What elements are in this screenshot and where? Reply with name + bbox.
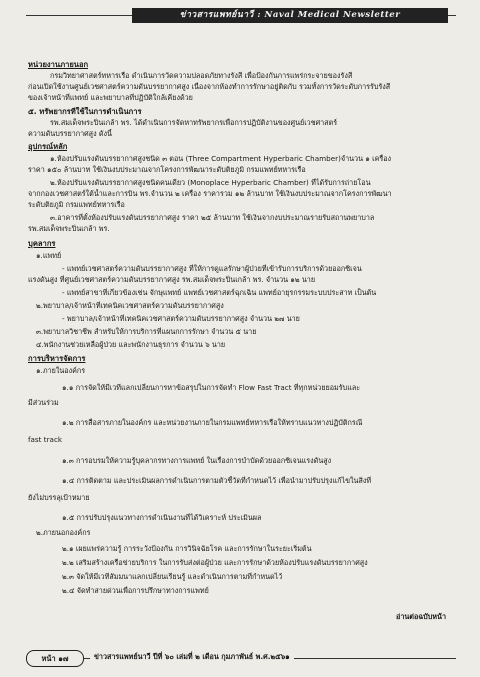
text-line: ๒.ห้องปรับแรงดันบรรยากาศสูงชนิดคนเดียว (Monoplace Hyperbaric Chamber) ที่ได้รับการถ่ายโอน <box>50 178 371 187</box>
text-line: ๑.๒ การสื่อสารภายในองค์กร และหน่วยงานภายในกรมแพทย์ทหารเรือให้ทราบแนวทางปฏิบัติกรณี <box>62 418 363 427</box>
equipment-heading: อุปกรณ์หลัก <box>28 142 68 151</box>
text-line: ๓.อาคารที่ตั้งห้องปรับแรงดันบรรยากาศสูง ราคา ๒๕ ล้านบาท ใช้เงินจากงบประมาณรายรับสถานพยาบาล <box>50 213 375 222</box>
text-line: ๒.พยาบาล/เจ้าหน้าที่เทคนิคเวชศาสตร์ความดันบรรยากาศสูง <box>36 301 224 310</box>
text-line: ๑.ห้องปรับแรงดันบรรยากาศสูงชนิด ๓ ตอน (Three Compartment Hyperbaric Chamber)จำนวน ๑ เครื่อง <box>50 154 392 163</box>
page-number-badge: หน้า ๑๗ <box>26 650 84 667</box>
text-line: จากกองเวชศาสตร์ใต้น้ำและการบิน พร.จำนวน ๒ เครื่อง ราคารวม ๑๒ ล้านบาท ใช้เงินงบประมาณจากโครงการพัฒนา <box>28 189 392 198</box>
text-line: มีส่วนร่วม <box>28 398 59 407</box>
text-line: ก่อนเปิดใช้งานศูนย์เวชศาสตร์ความดันบรรยากาศสูง เนื่องจากห้องทำการรักษาอยู่ติดกับ รวมทั้งการวัดระดับการรับรังสี <box>28 82 391 91</box>
text-line: แรงดันสูง ที่ศูนย์เวชศาสตร์ความดันบรรยากาศสูง รพ.สมเด็จพระปิ่นเกล้า พร. จำนวน ๑๒ นาย <box>28 275 316 284</box>
text-line: ๒.๒ เสริมสร้างเครือข่ายบริการ ในการรับส่งต่อผู้ป่วย และการรักษาด้วยห้องปรับแรงดันบรรยากาศสูง <box>62 558 368 567</box>
text-line: ระดับติยภูมิ กรมแพทย์ทหารเรือ <box>28 200 125 209</box>
text-line: - แพทย์สาขาที่เกี่ยวข้องเช่น จักษุแพทย์ แพทย์เวชศาสตร์ฉุกเฉิน แพทย์อายุรกรรมระบบประสาท เป็นต้น <box>62 288 377 297</box>
text-line: รพ.สมเด็จพระปิ่นเกล้า พร. ได้ดำเนินการจัดหาทรัพยากรเพื่อการปฏิบัติงานของศูนย์เวชศาสตร์ <box>50 118 338 127</box>
personnel-heading: บุคลากร <box>28 239 56 248</box>
text-line: ๑.๔ การติดตาม และประเมินผลการดำเนินการตามตัวชี้วัดที่กำหนดไว้ เพื่อนำมาปรับปรุงแก้ไขในสิ่งที่ <box>62 476 372 485</box>
text-line: ๒.๔ จัดทำสายด่วนเพื่อการปรึกษาทางการแพทย์ <box>62 586 209 595</box>
text-line: - พยาบาล/เจ้าหน้าที่เทคนิคเวชศาสตร์ความดันบรรยากาศสูง จำนวน ๒๗ นาย <box>62 314 300 323</box>
text-line: fast track <box>28 435 63 444</box>
header-title: ข่าวสารแพทย์นาวี : Naval Medical Newsletter <box>132 8 448 23</box>
text-line: ๑.๑ การจัดให้มีเวทีแลกเปลี่ยนการหาข้อสรุปในการจัดทำ Flow Fast Tract ที่ทุกหน่วยยอมรับและ <box>62 383 361 392</box>
resources-heading: ๕. ทรัพยากรที่ใช้ในการดำเนินการ <box>28 107 142 116</box>
text-line: - แพทย์เวชศาสตร์ความดันบรรยากาศสูง ที่ให้การดูแลรักษาผู้ป่วยที่เข้ารับการบริการด้วยออกซิเจน <box>62 264 362 273</box>
text-line: ๓.พยาบาลวิชาชีพ สำหรับให้การบริการที่แผนกการรักษา จำนวน ๕ นาย <box>36 327 257 336</box>
text-line: ๔.พนักงานช่วยเหลือผู้ป่วย และพนักงานธุรการ จำนวน ๖ นาย <box>36 340 226 349</box>
external-unit-heading: หน่วยงานภายนอก <box>28 60 89 69</box>
text-line: ๒.ภายนอกองค์กร <box>36 528 91 537</box>
footer-journal: ข่าวสารแพทย์นาวี ปีที่ ๖๐ เล่มที่ ๒ เดือน กุมภาพันธ์ พ.ศ.๒๕๖๑ <box>90 652 294 663</box>
text-line: กรมวิทยาศาสตร์ทหารเรือ ดำเนินการวัดความปลอดภัยทางรังสี เพื่อป้องกันการแพร่กระจายของรังสี <box>50 71 353 80</box>
text-line: ๑.๓ การอบรมให้ความรู้บุคลากรทางการแพทย์ ในเรื่องการบำบัดด้วยออกซิเจนแรงดันสูง <box>62 456 332 465</box>
text-line: ๑.๕ การปรับปรุงแนวทางการดำเนินงานที่ได้วิเคราะห์ ประเมินผล <box>62 513 262 522</box>
continued-note: อ่านต่อฉบับหน้า <box>396 612 446 621</box>
text-line: ของเจ้าหน้าที่แพทย์ และพยาบาลที่ปฏิบัติใกล้เคียงด้วย <box>28 93 193 102</box>
text-line: ๑.แพทย์ <box>36 251 62 260</box>
management-heading: การบริหารจัดการ <box>28 354 86 363</box>
text-line: ๒.๑ เผยแพร่ความรู้ การระวังป้องกัน การวินิจฉัยโรค และการรักษาในระยะเริ่มต้น <box>62 544 312 553</box>
text-line: รพ.สมเด็จพระปิ่นเกล้า พร. <box>28 224 110 233</box>
text-line: ความดันบรรยากาศสูง ดังนี้ <box>28 129 112 138</box>
text-line: ยังไม่บรรลุเป้าหมาย <box>28 493 90 502</box>
text-line: ๑.ภายในองค์กร <box>36 366 86 375</box>
text-line: ราคา ๑๕๐ ล้านบาท ใช้เงินงบประมาณจากโครงการพัฒนาระดับติยภูมิ กรมแพทย์ทหารเรือ <box>28 165 306 174</box>
text-line: ๒.๓ จัดให้มีเวทีสัมมนาแลกเปลี่ยนเรียนรู้ และดำเนินการตามที่กำหนดไว้ <box>62 572 283 581</box>
